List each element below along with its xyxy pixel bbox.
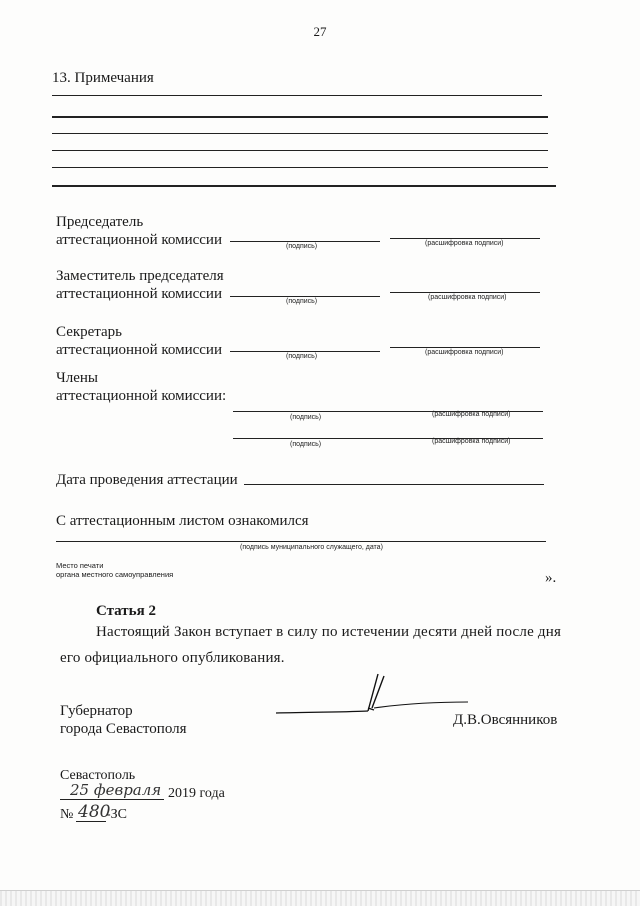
- footer-number-line: [76, 821, 106, 822]
- footer-date-line: [60, 799, 164, 800]
- stamp-place-note: Место печати органа местного самоуправления: [56, 561, 174, 579]
- deputy-signature-line: [230, 296, 380, 297]
- notes-line: [52, 185, 556, 187]
- secretary-transcript-line: [390, 347, 540, 348]
- notes-line: [52, 167, 548, 168]
- footer-city: Севастополь: [60, 768, 136, 783]
- notes-line: [52, 116, 548, 118]
- transcript-caption: (расшифровка подписи): [432, 438, 511, 445]
- transcript-caption: (расшифровка подписи): [425, 240, 504, 247]
- transcript-caption: (расшифровка подписи): [428, 294, 507, 301]
- chairman-label: Председатель аттестационной комиссии: [56, 214, 222, 248]
- footer-year: 2019 года: [168, 786, 225, 801]
- governor-name: Д.В.Овсянников: [453, 712, 558, 728]
- acquainted-signature-line: [56, 541, 546, 542]
- transcript-caption: (расшифровка подписи): [432, 411, 511, 418]
- governor-signature: [272, 668, 472, 724]
- acquainted-label: С аттестационным листом ознакомился: [56, 513, 309, 529]
- signature-caption: (подпись): [286, 243, 318, 250]
- footer-number-suffix: -ЗС: [106, 807, 128, 822]
- page-number: 27: [313, 24, 327, 39]
- secretary-signature-line: [230, 351, 380, 352]
- notes-heading: 13. Примечания: [52, 70, 154, 86]
- closing-quote: ».: [545, 570, 557, 586]
- signature-caption: (подпись): [286, 353, 318, 360]
- transcript-caption: (расшифровка подписи): [425, 349, 504, 356]
- notes-line: [52, 150, 548, 151]
- notes-line: [52, 95, 542, 96]
- deputy-label: Заместитель председателя аттестационной комиссии: [56, 268, 224, 302]
- secretary-label: Секретарь аттестационной комиссии: [56, 324, 222, 358]
- acquainted-caption: (подпись муниципального служащего, дата): [240, 544, 383, 551]
- footer-number-handwritten: 480: [78, 802, 111, 822]
- members-label: Члены аттестационной комиссии:: [56, 370, 227, 404]
- article-text-line1: Настоящий Закон вступает в силу по истечении десяти дней после дня: [96, 624, 562, 640]
- notes-line: [52, 133, 548, 134]
- deputy-transcript-line: [390, 292, 540, 293]
- attestation-date-label: Дата проведения аттестации: [56, 472, 238, 488]
- footer-date-handwritten: 25 февраля: [70, 781, 162, 799]
- article-text-line2: его официального опубликования.: [60, 650, 285, 666]
- attestation-date-line: [244, 484, 544, 485]
- signature-caption: (подпись): [290, 441, 322, 448]
- scan-edge: [0, 890, 640, 906]
- chairman-transcript-line: [390, 238, 540, 239]
- signature-caption: (подпись): [290, 414, 322, 421]
- footer-number-prefix: №: [60, 807, 74, 822]
- article-title: Статья 2: [96, 603, 156, 619]
- chairman-signature-line: [230, 241, 380, 242]
- signature-caption: (подпись): [286, 298, 318, 305]
- governor-title: Губернатор города Севастополя: [60, 703, 187, 737]
